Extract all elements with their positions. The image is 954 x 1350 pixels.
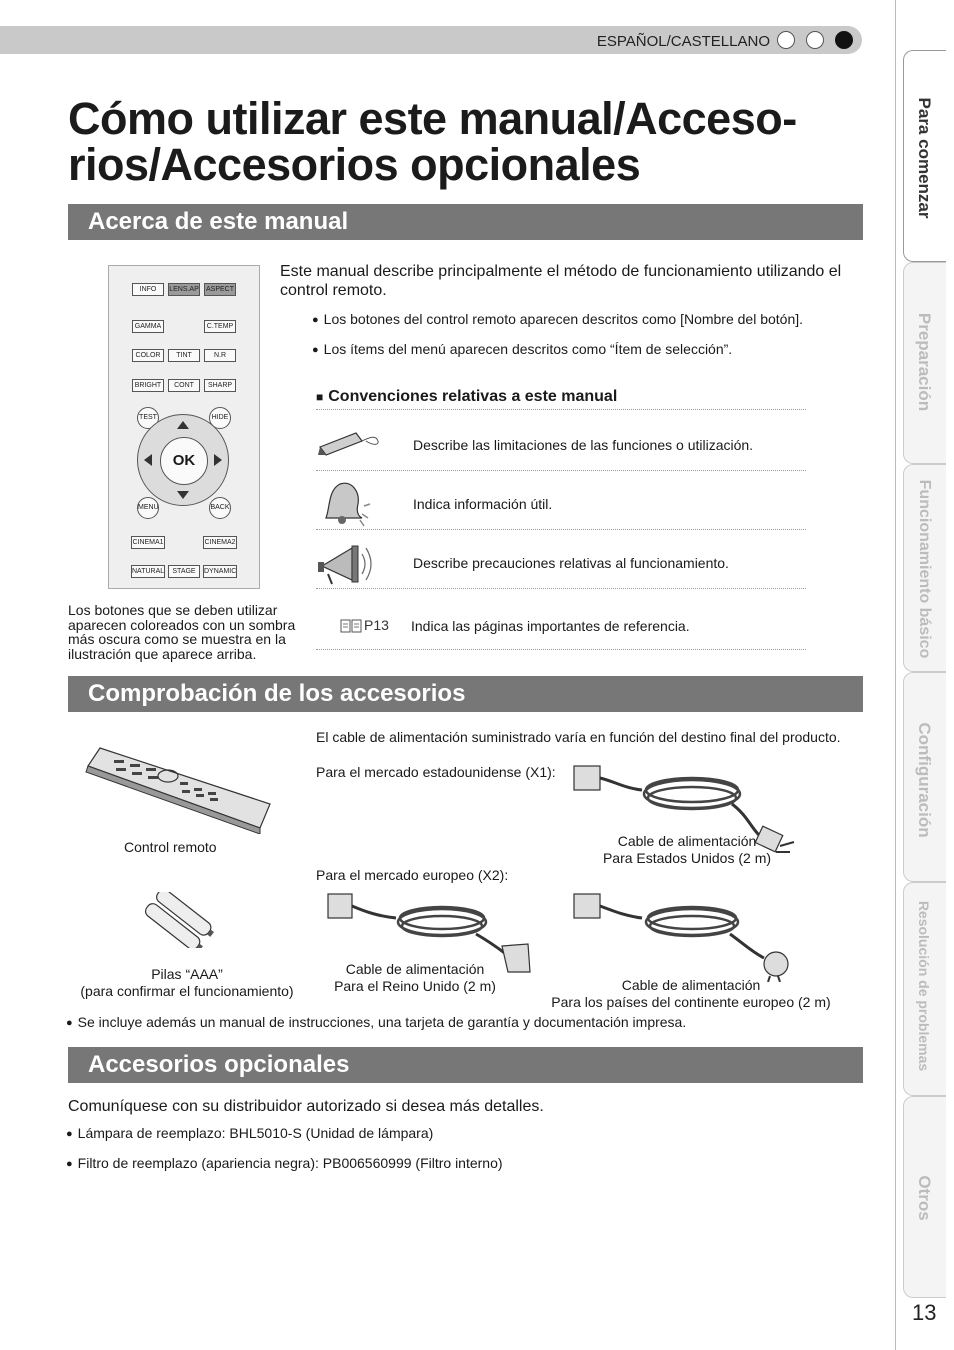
side-tab-label-1: Para comenzar [915,97,934,219]
remote-button-lens-ap: LENS.AP [168,283,200,296]
remote-button-ctemp: C.TEMP [204,320,236,333]
page-title [68,93,848,190]
remote-button-test: TEST [137,407,159,429]
section-heading-check-accessories: Comprobación de los accesorios [68,676,863,712]
manual-bullet-1: ● Los botones del control remoto aparecen descritos como [Nombre del botón]. [312,311,852,330]
remote-button-cinema2: CINEMA2 [203,536,237,549]
remote-control-illustration [108,265,260,589]
language-dot-3-active [835,31,853,49]
page-number: 13 [912,1300,937,1325]
megaphone-icon [318,540,376,588]
conventions-title: ■ Convenciones relativas a este manual [316,388,617,406]
batteries-label: Pilas “AAA” (para confirmar el funcionamiento) [80,966,294,999]
remote-button-cont: CONT [168,379,200,392]
language-dot-2 [806,31,824,49]
us-market-label: Para el mercado estadounidense (X1): [316,764,556,780]
language-label: ESPAÑOL/CASTELLANO [596,33,770,50]
remote-button-aspect: ASPECT [204,283,236,296]
convention-text-4: Indica las páginas importantes de referencia. [411,618,690,634]
bell-icon [318,478,372,528]
pencil-note-icon [318,427,380,465]
remote-button-bright: BRIGHT [132,379,164,392]
book-reference-icon [340,618,362,634]
cable-note: El cable de alimentación suministrado varía en función del destino final del producto. [316,729,841,745]
remote-button-ok: OK [160,437,208,485]
remote-button-info: INFO [132,283,164,296]
language-dot-1 [777,31,795,49]
remote-button-dynamic: DYNAMIC [203,565,237,578]
language-bar [0,26,862,54]
remote-button-cinema1: CINEMA1 [131,536,165,549]
remote-button-back: BACK [209,497,231,519]
divider [316,470,806,471]
eu-market-label: Para el mercado europeo (X2): [316,867,509,883]
manual-intro: Este manual describe principalmente el método de funcionamiento utilizando el control remoto. [280,263,842,299]
manual-bullet-2: ● Los ítems del menú aparecen descritos como “Ítem de selección”. [312,341,852,360]
uk-cable-label: Cable de alimentación Para el Reino Unido (2 m) [334,961,496,994]
eu-power-cable-image [572,890,794,982]
remote-button-tint: TINT [168,349,200,362]
section-heading-about-manual: Acerca de este manual [68,204,863,240]
us-cable-label: Cable de alimentación Para Estados Unidos (2 m) [602,833,772,866]
accessories-footnote: ● Se incluye además un manual de instrucciones, una tarjeta de garantía y documentación impresa. [66,1014,846,1033]
remote-caption: Los botones que se deben utilizar aparecen coloreados con un sombra más oscura como se muestra en la ilustración que aparece arriba. [68,602,296,662]
convention-text-3: Describe precauciones relativas al funcionamiento. [413,555,729,571]
side-tab-label-4: Configuración [915,722,934,838]
divider [316,529,806,530]
remote-button-natural: NATURAL [131,565,165,578]
remote-button-hide: HIDE [209,407,231,429]
remote-button-menu: MENU [137,497,159,519]
optional-item-1: ● Lámpara de reemplazo: BHL5010-S (Unidad de lámpara) [66,1125,433,1144]
remote-button-color: COLOR [132,349,164,362]
divider [316,588,806,589]
optional-intro: Comuníquese con su distribuidor autorizado si desea más detalles. [68,1098,544,1115]
side-tab-label-3: Funcionamiento básico [916,479,933,659]
remote-button-gamma: GAMMA [132,320,164,333]
remote-dpad [137,414,229,506]
side-tab-label-5: Resolución de problemas [916,900,932,1072]
side-tab-label-6: Otros [915,1175,934,1221]
page-title-line2: rios/Accesorios opcionales [68,139,641,190]
divider [316,409,806,410]
convention-text-2: Indica información útil. [413,496,553,512]
batteries-image [140,892,218,948]
page-title-line1: Cómo utilizar este manual/Acceso- [68,93,797,144]
divider [316,649,806,650]
remote-button-sharp: SHARP [204,379,236,392]
remote-button-stage: STAGE [168,565,200,578]
side-tab-label-2: Preparación [915,312,934,412]
convention-text-1: Describe las limitaciones de las funciones o utilización. [413,437,754,453]
remote-control-label: Control remoto [124,839,217,855]
optional-item-2: ● Filtro de reemplazo (apariencia negra): PB006560999 (Filtro interno) [66,1155,503,1174]
section-heading-optional-accessories: Accesorios opcionales [68,1047,863,1083]
remote-button-nr: N.R [204,349,236,362]
reference-page: P13 [364,617,389,633]
eu-cable-label: Cable de alimentación Para los países del continente europeo (2 m) [551,977,831,1010]
remote-control-image [84,744,274,834]
